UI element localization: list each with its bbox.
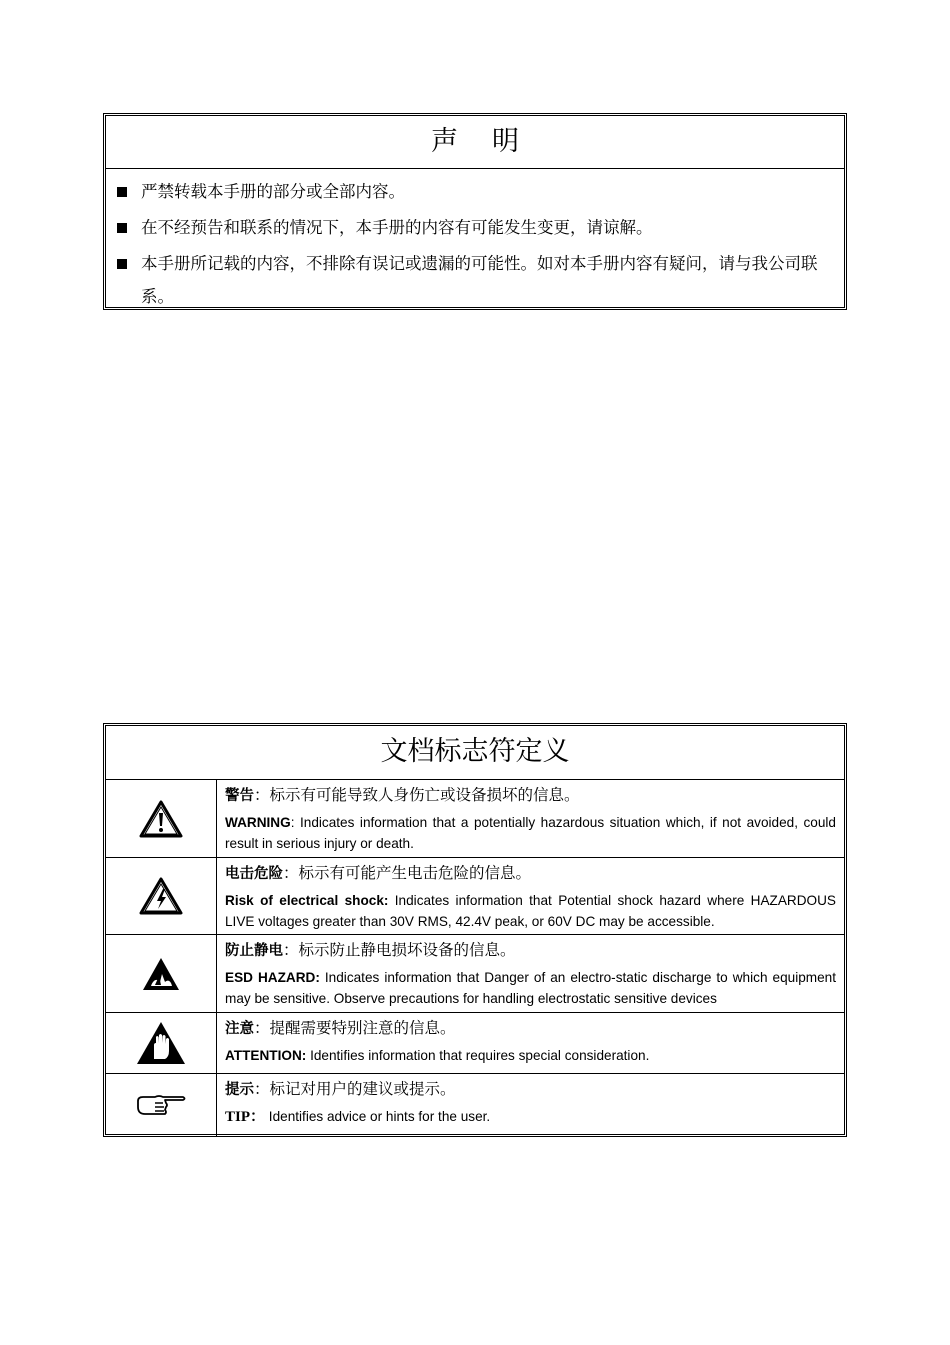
symbol-row-warning	[106, 780, 844, 858]
attention-text-en: Identifies information that requires special consideration.	[306, 1048, 650, 1063]
esd-hazard-icon	[141, 956, 181, 992]
declaration-item: 严禁转载本手册的部分或全部内容。	[114, 175, 836, 208]
symbol-row-attention	[106, 1013, 844, 1074]
electrical-shock-icon	[139, 877, 183, 915]
warning-text-zh: ：标示有可能导致人身伤亡或设备损坏的信息。	[254, 786, 580, 804]
esd-text-en: Indicates information that Danger of an electro-static discharge to which equipment may be sensitive. Observe precautions for handling electrostatic sensitive devices	[225, 970, 836, 1006]
attention-label-en: ATTENTION:	[225, 1048, 307, 1063]
symbol-table-title: 文档标志符定义	[106, 726, 844, 780]
shock-label-en: Risk of electrical shock:	[225, 893, 389, 908]
symbol-row-esd-hazard	[106, 935, 844, 1013]
warning-text-en: : Indicates information that a potentially hazardous situation which, if not avoided, could result in serious injury or death.	[225, 815, 836, 851]
declaration-list	[106, 169, 844, 313]
symbol-row-tip	[106, 1074, 844, 1137]
declaration-title: 声明	[106, 116, 844, 169]
tip-text-zh: ：标记对用户的建议或提示。	[254, 1080, 456, 1098]
symbol-row-electrical-shock	[106, 858, 844, 935]
declaration-item: 本手册所记载的内容，不排除有误记或遗漏的可能性。如对本手册内容有疑问，请与我公司联系。	[114, 247, 836, 313]
tip-text-en: Identifies advice or hints for the user.	[265, 1109, 491, 1124]
shock-text-en: Indicates information that Potential shock hazard where HAZARDOUS LIVE voltages greater than 30V RMS, 42.4V peak, or 60V DC may be accessible.	[225, 893, 836, 929]
shock-text-zh: ：标示有可能产生电击危险的信息。	[283, 864, 532, 882]
warning-exclamation-icon	[139, 800, 183, 838]
pointing-hand-icon	[135, 1093, 187, 1119]
warning-label-zh: 警告	[225, 788, 254, 804]
declaration-item: 在不经预告和联系的情况下，本手册的内容有可能发生变更，请谅解。	[114, 211, 836, 244]
esd-text-zh: ：标示防止静电损坏设备的信息。	[283, 941, 516, 959]
shock-label-zh: 电击危险	[225, 866, 283, 882]
attention-hand-icon	[136, 1021, 186, 1065]
attention-text-zh: ：提醒需要特别注意的信息。	[254, 1019, 456, 1037]
esd-label-zh: 防止静电	[225, 943, 283, 959]
esd-label-en: ESD HAZARD:	[225, 970, 320, 985]
attention-label-zh: 注意	[225, 1021, 254, 1037]
tip-label-zh: 提示	[225, 1082, 254, 1098]
symbol-definition-table	[103, 723, 847, 1137]
declaration-box	[103, 113, 847, 310]
warning-label-en: WARNING	[225, 815, 291, 830]
tip-label-en: TIP：	[225, 1109, 266, 1125]
